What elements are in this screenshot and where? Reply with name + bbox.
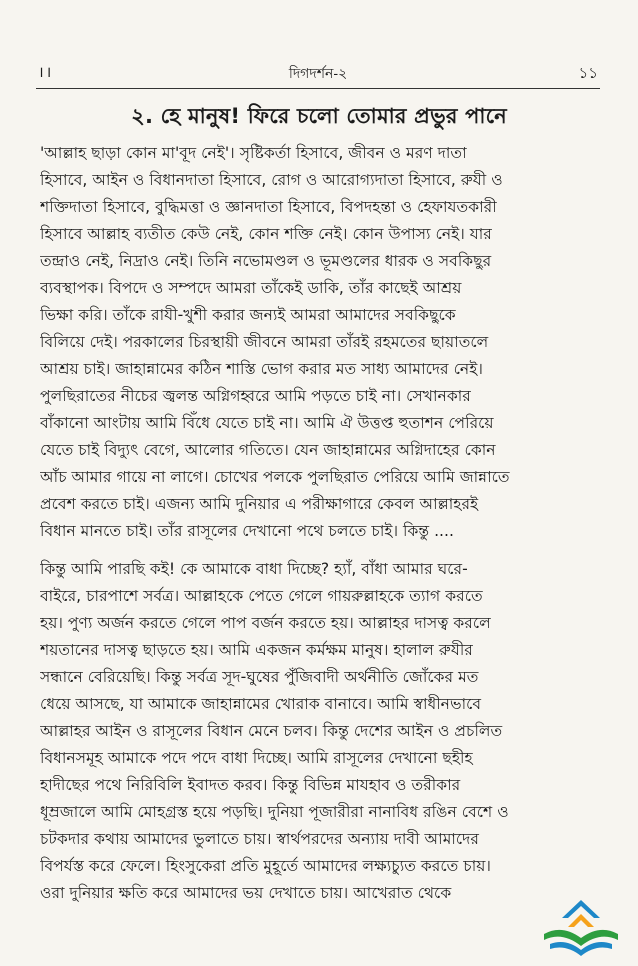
- text-line: শক্তিদাতা হিসাবে, বুদ্ধিমত্তা ও জ্ঞানদাতা হিসাবে, বিপদহন্তা ও হেফাযতকারী: [40, 198, 497, 216]
- paragraph-1: [40, 140, 598, 545]
- text-line: বাঁকানো আংটায় আমি বিঁধে যেতে চাই না। আমি ঐ উত্তপ্ত হুতাশন পেরিয়ে: [40, 414, 494, 432]
- text-line: ওরা দুনিয়ার ক্ষতি করে আমাদের ভয় দেখাতে চায়। আখেরাত থেকে: [40, 884, 452, 902]
- header-left-mark: ।।: [38, 63, 54, 81]
- text-line: হিসাবে আল্লাহ ব্যতীত কেউ নেই, কোন শক্তি নেই। কোন উপাস্য নেই। যার: [40, 225, 492, 243]
- text-line: যেতে চাই বিদ্যুৎ বেগে, আলোর গতিতে। যেন জাহান্নামের অগ্নিদাহের কোন: [40, 441, 496, 459]
- text-line: শয়তানের দাসত্ব ছাড়তে হয়। আমি একজন কর্মক্ষম মানুষ। হালাল রুযীর: [40, 641, 473, 659]
- text-line: ব্যবস্থাপক। বিপদে ও সম্পদে আমরা তাঁকেই ডাকি, তাঁর কাছেই আশ্রয়: [40, 279, 462, 297]
- text-line: তন্দ্রাও নেই, নিদ্রাও নেই। তিনি নভোমণ্ডল ও ভূমণ্ডলের ধারক ও সবকিছুর: [40, 252, 492, 270]
- text-line: হাদীছের পথে নিরিবিলি ইবাদত করব। কিন্তু বিভিন্ন মাযহাব ও তরীকার: [40, 776, 461, 794]
- text-line: সন্ধানে বেরিয়েছি। কিন্তু সর্বত্র সূদ-ঘুষের পুঁজিবাদী অর্থনীতি জোঁকের মত: [40, 668, 479, 686]
- text-line: আঁচ আমার গায়ে না লাগে। চোখের পলকে পুলছিরাত পেরিয়ে আমি জান্নাতে: [40, 468, 510, 486]
- text-line: প্রবেশ করতে চাই। এজন্য আমি দুনিয়ার এ পরীক্ষাগারে কেবল আল্লাহরই: [40, 495, 479, 513]
- body-text: [40, 140, 598, 918]
- text-line: পুলছিরাতের নীচের জ্বলন্ত অগ্নিগহ্বরে আমি পড়তে চাই না। সেখানকার: [40, 387, 471, 405]
- text-line: ধূম্রজালে আমি মোহগ্রস্ত হয়ে পড়ছি। দুনিয়া পূজারীরা নানাবিধ রঙিন বেশে ও: [40, 803, 509, 821]
- text-line: চটকদার কথায় আমাদের ভুলাতে চায়। স্বার্থপরদের অন্যায় দাবী আমাদের: [40, 830, 479, 848]
- text-line: হয়। পুণ্য অর্জন করতে গেলে পাপ বর্জন করতে হয়। আল্লাহর দাসত্ব করলে: [40, 614, 491, 632]
- page-number: ১১: [578, 64, 598, 82]
- text-line: বিধান মানতে চাই। তাঁর রাসূলের দেখানো পথে চলতে চাই। কিন্তু ....: [40, 522, 454, 540]
- header-book-title: দিগদর্শন-২: [288, 66, 348, 82]
- paragraph-2: [40, 556, 598, 907]
- text-line: ধেয়ে আসছে, যা আমাকে জাহান্নামের খোরাক বানাবে। আমি স্বাধীনভাবে: [40, 695, 482, 713]
- text-line: বাইরে, চারপাশে সর্বত্র। আল্লাহকে পেতে গেলে গায়রুল্লাহকে ত্যাগ করতে: [40, 587, 483, 605]
- text-line: বিধানসমূহ আমাকে পদে পদে বাধা দিচ্ছে। আমি রাসূলের দেখানো ছহীহ: [40, 749, 473, 767]
- text-line: আল্লাহর আইন ও রাসূলের বিধান মেনে চলব। কিন্তু দেশের আইন ও প্রচলিত: [40, 722, 503, 740]
- text-line: কিন্তু আমি পারছি কই! কে আমাকে বাধা দিচ্ছে? হ্যাঁ, বাঁধা আমার ঘরে-: [40, 560, 468, 578]
- chapter-title: ২. হে মানুষ! ফিরে চলো তোমার প্রভুর পানে: [131, 104, 507, 128]
- running-header: [38, 62, 598, 84]
- text-line: বিলিয়ে দেই। পরকালের চিরস্থায়ী জীবনে আমরা তাঁরই রহমতের ছায়াতলে: [40, 333, 489, 351]
- header-rule: [36, 88, 600, 89]
- text-line: আশ্রয় চাই। জাহান্নামের কঠিন শাস্তি ভোগ করার মত সাধ্য আমাদের নেই।: [40, 360, 483, 378]
- text-line: হিসাবে, আইন ও বিধানদাতা হিসাবে, রোগ ও আরোগ্যদাতা হিসাবে, রুযী ও: [40, 171, 503, 189]
- text-line: ভিক্ষা করি। তাঁকে রাযী-খুশী করার জন্যই আমরা আমাদের সবকিছুকে: [40, 306, 456, 324]
- text-line: 'আল্লাহ ছাড়া কোন মা'বূদ নেই'। সৃষ্টিকর্তা হিসাবে, জীবন ও মরণ দাতা: [40, 144, 467, 162]
- publisher-logo-icon: [536, 894, 626, 964]
- text-line: বিপর্যস্ত করে ফেলে। হিংসুকেরা প্রতি মুহূর্তে আমাদের লক্ষ্যচ্যুত করতে চায়।: [40, 857, 492, 875]
